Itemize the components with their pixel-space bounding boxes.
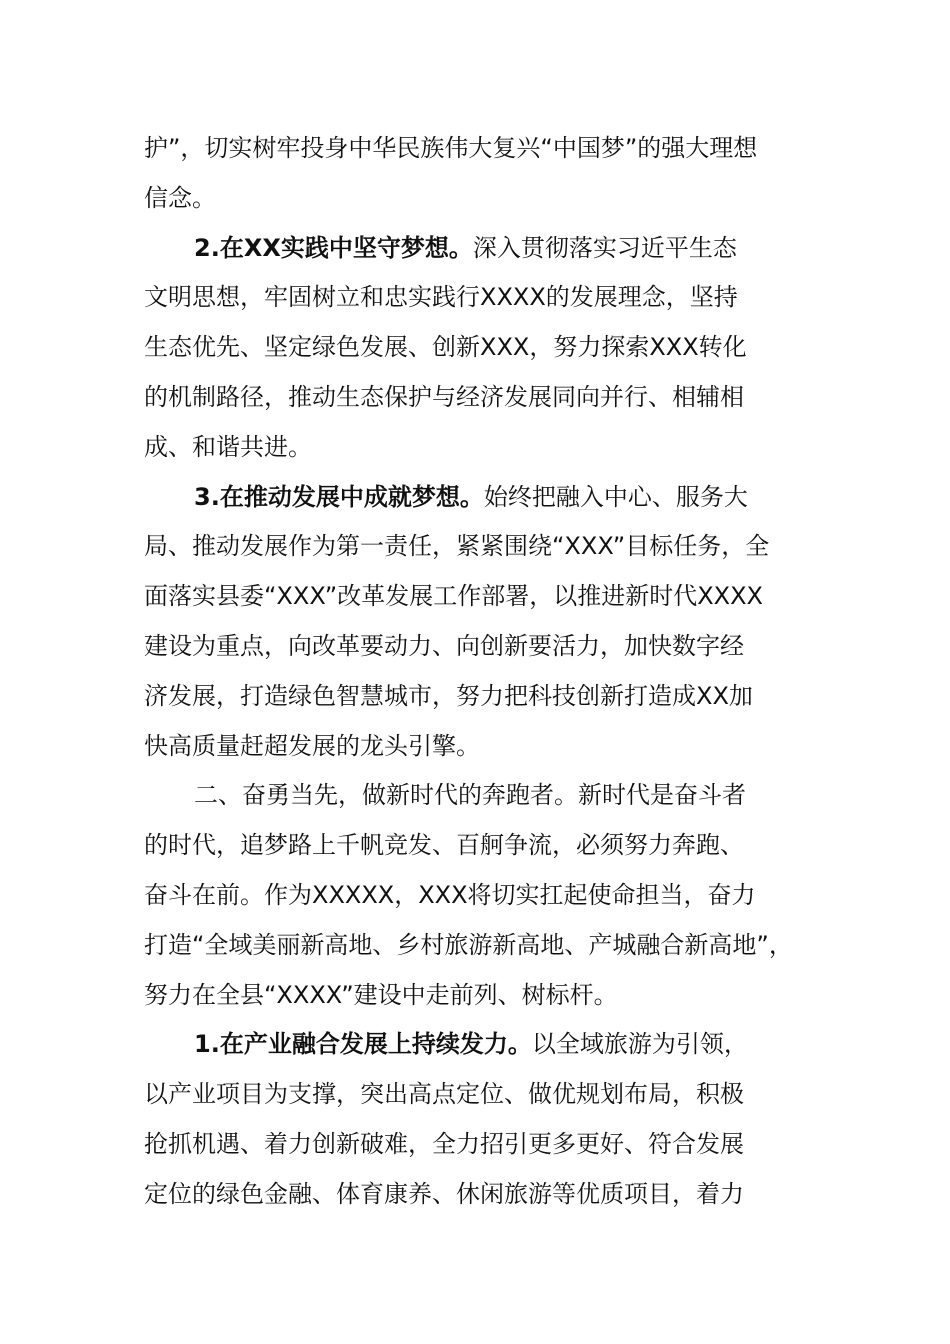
- text-line: [144, 1120, 824, 1170]
- document-page: [144, 124, 824, 1220]
- line-text: 的时代，追梦路上千帆竞发、百舸争流，必须努力奔跑、: [144, 831, 744, 860]
- text-line: [144, 722, 824, 772]
- paragraph: [144, 473, 824, 772]
- line-text: 信念。: [144, 183, 216, 212]
- paragraph-heading: 1.在产业融合发展上持续发力。: [194, 1030, 532, 1059]
- text-line: [144, 1020, 824, 1070]
- text-line: [144, 622, 824, 672]
- line-text: 抢抓机遇、着力创新破难，全力招引更多更好、符合发展: [144, 1129, 744, 1158]
- text-line: [144, 1170, 824, 1220]
- text-line: [144, 1070, 824, 1120]
- paragraph: [144, 771, 824, 1020]
- line-text: 局、推动发展作为第一责任，紧紧围绕“XXX”目标任务，全: [144, 532, 770, 561]
- text-line: [144, 871, 824, 921]
- line-text: 深入贯彻落实习近平生态: [472, 233, 737, 262]
- text-line: [144, 423, 824, 473]
- paragraph-heading: 3.在推动发展中成就梦想。: [194, 482, 484, 511]
- text-line: [144, 971, 824, 1021]
- line-text: 定位的绿色金融、体育康养、休闲旅游等优质项目，着力: [144, 1179, 744, 1208]
- text-line: [144, 672, 824, 722]
- paragraph: [144, 124, 824, 224]
- line-text: 文明思想，牢固树立和忠实践行XXXX的发展理念，坚持: [144, 283, 738, 312]
- line-text: 以全域旅游为引领，: [531, 1030, 748, 1059]
- line-text: 建设为重点，向改革要动力、向创新要活力，加快数字经: [144, 631, 744, 660]
- line-text: 面落实县委“XXX”改革发展工作部署，以推进新时代XXXX: [144, 582, 763, 611]
- text-line: [144, 473, 824, 523]
- text-line: [144, 174, 824, 224]
- text-line: [144, 821, 824, 871]
- paragraph-heading: 2.在XX实践中坚守梦想。: [194, 233, 473, 262]
- line-text: 成、和谐共进。: [144, 432, 312, 461]
- text-line: [144, 273, 824, 323]
- text-line: [144, 771, 824, 821]
- text-line: [144, 323, 824, 373]
- text-line: [144, 921, 824, 971]
- text-line: [144, 572, 824, 622]
- line-text: 二、奋勇当先，做新时代的奔跑者。新时代是奋斗者: [194, 781, 746, 810]
- line-text: 生态优先、坚定绿色发展、创新XXX，努力探索XXX转化: [144, 333, 747, 362]
- line-text: 奋斗在前。作为XXXXX，XXX将切实扛起使命担当，奋力: [144, 880, 756, 909]
- text-line: [144, 124, 824, 174]
- line-text: 护”，切实树牢投身中华民族伟大复兴“中国梦”的强大理想: [144, 134, 758, 162]
- line-text: 快高质量赶超发展的龙头引擎。: [144, 731, 480, 760]
- line-text: 济发展，打造绿色智慧城市，努力把科技创新打造成XX加: [144, 681, 753, 710]
- text-line: [144, 373, 824, 423]
- line-text: 努力在全县“XXXX”建设中走前列、树标杆。: [144, 980, 618, 1009]
- line-text: 始终把融入中心、服务大: [483, 482, 748, 511]
- paragraph: [144, 1020, 824, 1219]
- line-text: 的机制路径，推动生态保护与经济发展同向并行、相辅相: [144, 382, 744, 411]
- text-line: [144, 224, 824, 274]
- text-line: [144, 522, 824, 572]
- line-text: 以产业项目为支撑，突出高点定位、做优规划布局，积极: [144, 1080, 744, 1109]
- paragraph: [144, 224, 824, 473]
- line-text: 打造“全域美丽新高地、乡村旅游新高地、产城融合新高地”，: [144, 930, 793, 959]
